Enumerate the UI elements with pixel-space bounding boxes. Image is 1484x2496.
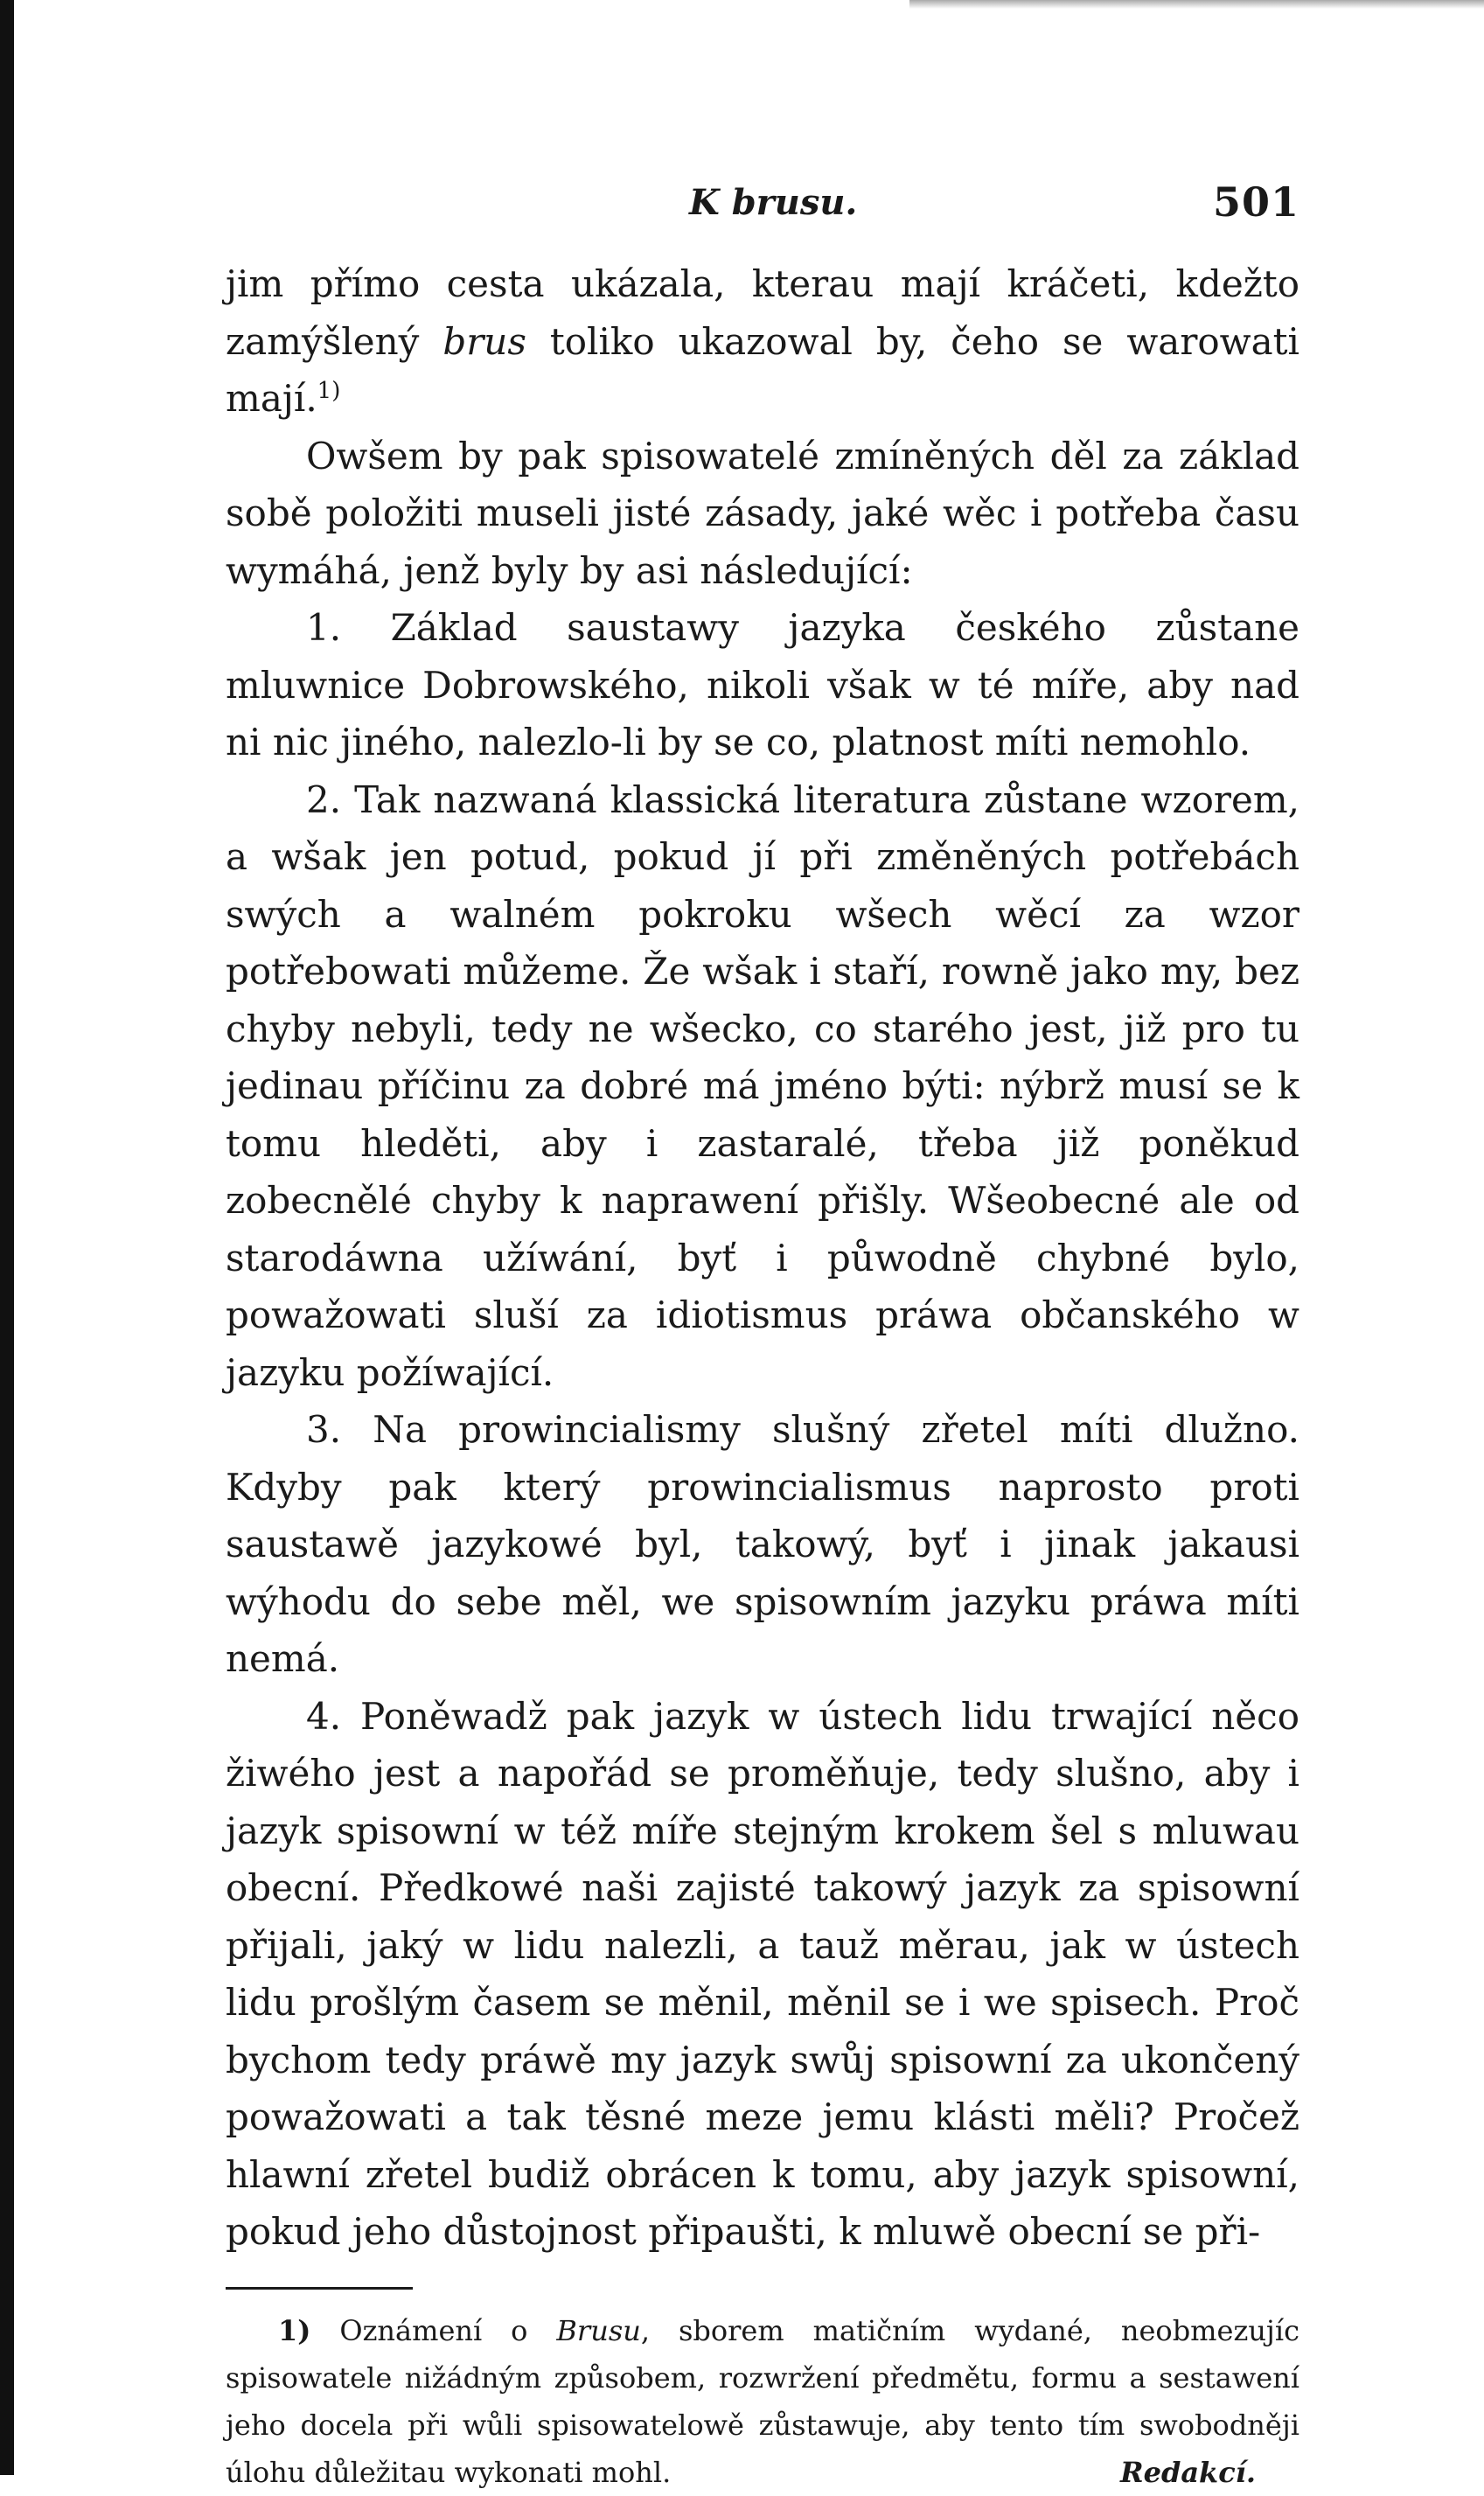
- emphasis-brus: brus: [442, 319, 526, 363]
- book-page: [226, 175, 1299, 2496]
- footnote-separator: [226, 2287, 413, 2290]
- scan-edge-left: [0, 0, 14, 2475]
- footnote-signature: Redakcí.: [1119, 2455, 1256, 2489]
- footnote-reference: 1): [317, 378, 341, 404]
- paragraph-rule-2: 2. Tak nazwaná klassická literatura zůstane wzorem, a wšak jen potud, pokud jí při změněných potřebách swých a walném pokroku wšech wěcí za wzor potřebowati můžeme. Že wšak i staří, rowně jako my, bez chyby nebyli, tedy ne wšecko, co starého jest, již pro tu jedinau příčinu za dobré má jméno býti: nýbrž musí se k tomu hleděti, aby i zastaralé, třeba již poněkud zobecnělé chyby k naprawení přišly. Wšeobecné ale od starodáwna užíwání, byť i půwodně chybné bylo, powažowati sluší za idiotismus práwa občanského w jazyku požíwající.: [226, 777, 1299, 1394]
- running-header: [226, 175, 1299, 236]
- running-title: K brusu.: [689, 182, 858, 223]
- paragraph-rule-3: 3. Na prowincialismy slušný zřetel míti dlužno. Kdyby pak který prowincialismus naprosto proti saustawě jazykowé byl, takowý, byť i jinak jakausi wýhodu do sebe měl, we spisowním jazyku práwa míti nemá.: [226, 1408, 1299, 1680]
- page-number: 501: [1212, 178, 1299, 226]
- scan-edge-top: [909, 0, 1484, 9]
- paragraph-intro: Owšem by pak spisowatelé zmíněných děl za základ sobě položiti museli jisté zásady, jaké wěc i potřeba času wymáhá, jenž byly by asi následující:: [226, 434, 1299, 592]
- paragraph-rule-4: 4. Poněwadž pak jazyk w ústech lidu trwající něco žiwého jest a napořád se proměňuje, tedy slušno, aby i jazyk spisowní w též míře stejným krokem šel s mluwau obecní. Předkowé naši zajisté takowý jazyk za spisowní přijali, jaký w lidu nalezli, a tauž měrau, jak w ústech lidu prošlým časem se měnil, měnil se i we spisech. Proč bychom tedy práwě my jazyk swůj spisowní za ukončený powažowati a tak těsné meze jemu klásti měli? Pročež hlawní zřetel budiž obrácen k tomu, aby jazyk spisowní, pokud jeho důstojnost připaušti, k mluwě obecní se při-: [226, 1694, 1299, 2253]
- paragraph-rule-1: 1. Základ saustawy jazyka českého zůstane mluwnice Dobrowského, nikoli však w té míře, aby nad ni nic jiného, nalezlo-li by se co, platnost míti nemohlo.: [226, 606, 1299, 763]
- footnote-emphasis: Brusu: [556, 2313, 641, 2347]
- footnote: 1) Oznámení o Brusu, sborem matičním wydané, neobmezujíc spisowatele nižádným způsobem, rozwržení předmětu, formu a sestawení jeho docela při wůli spisowatelowě zůstawuje, aby tento tím swobodněji úlohu důležitau wykonati mohl. Redakcí.: [226, 2307, 1299, 2496]
- footnote-number: 1): [278, 2313, 311, 2347]
- paragraph-continuation: jim přímo cesta ukázala, kterau mají kráčeti, kdežto zamýšlený brus toliko ukazowal by, čeho se warowati mají.$^{1)}$: [226, 262, 1299, 420]
- main-text: [226, 255, 1299, 2261]
